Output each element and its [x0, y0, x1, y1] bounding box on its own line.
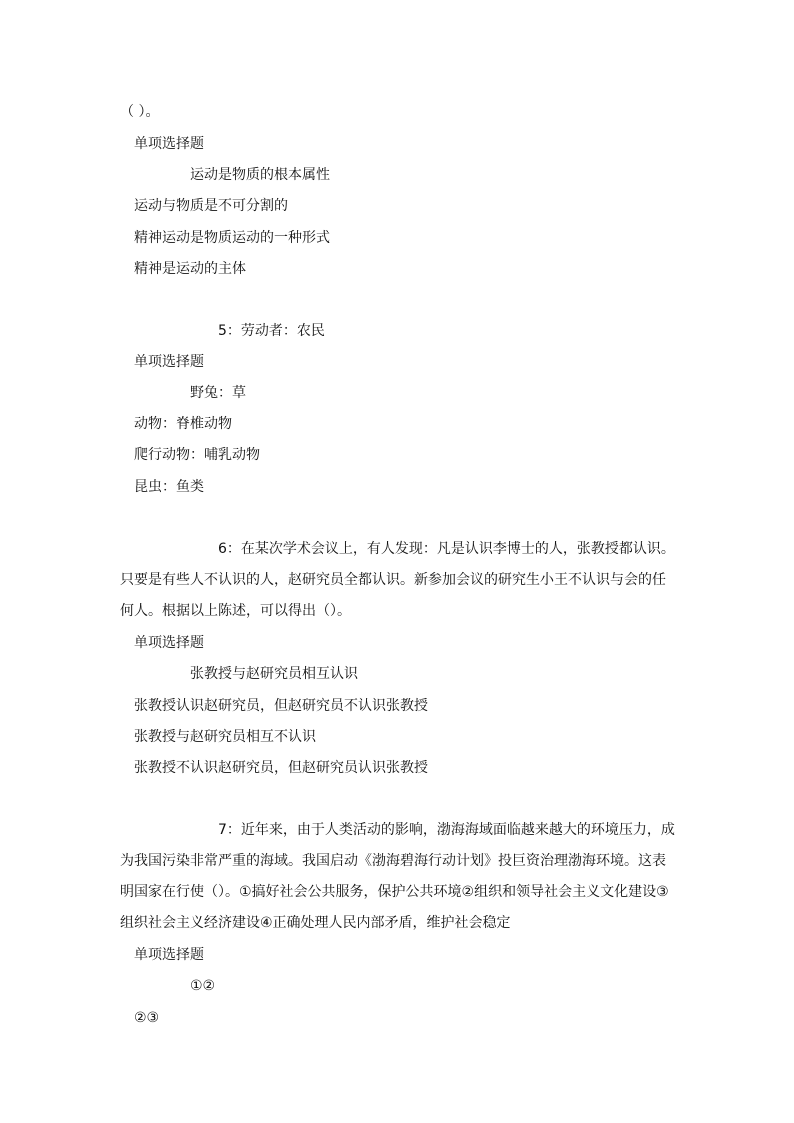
q7-type-label: 单项选择题: [134, 947, 204, 963]
q5-option-b[interactable]: 动物：脊椎动物: [134, 416, 232, 432]
q4-type-label: 单项选择题: [134, 136, 204, 152]
q7-option-a[interactable]: ①②: [190, 978, 216, 994]
q4-option-a[interactable]: 运动是物质的根本属性: [190, 167, 330, 183]
q6-stem: 6：在某次学术会议上，有人发现：凡是认识李博士的人，张教授都认识。只要是有些人不认识的人，赵研究员全都认识。新参加会议的研究生小王不认识与会的任何人。根据以上陈述，可以得出（）。: [120, 541, 675, 619]
q6-option-b[interactable]: 张教授认识赵研究员，但赵研究员不认识张教授: [134, 698, 428, 714]
q5-option-c[interactable]: 爬行动物：哺乳动物: [134, 447, 260, 463]
q5-stem: 5：劳动者：农民: [218, 323, 325, 339]
q4-stem-tail: （ ）。: [120, 104, 160, 120]
q4-option-d[interactable]: 精神是运动的主体: [134, 261, 246, 277]
q4-option-b[interactable]: 运动与物质是不可分割的: [134, 198, 288, 214]
q7-stem: 7：近年来，由于人类活动的影响，渤海海域面临越来越大的环境压力，成为我国污染非常严重的海域。我国启动《渤海碧海行动计划》投巨资治理渤海环境。这表明国家在行使（）。①搞好社会公共服务，保护公共环境②组织和领导社会主义文化建设③组织社会主义经济建设④正确处理人民内部矛盾，维护社会稳定: [120, 822, 675, 931]
q4-option-c[interactable]: 精神运动是物质运动的一种形式: [134, 230, 330, 246]
q7-option-b[interactable]: ②③: [134, 1010, 160, 1026]
q5-type-label: 单项选择题: [134, 354, 204, 370]
q6-option-c[interactable]: 张教授与赵研究员相互不认识: [134, 729, 316, 745]
q5-option-a[interactable]: 野兔：草: [190, 385, 246, 401]
q6-type-label: 单项选择题: [134, 635, 204, 651]
q5-option-d[interactable]: 昆虫：鱼类: [134, 479, 204, 495]
q6-option-d[interactable]: 张教授不认识赵研究员，但赵研究员认识张教授: [134, 760, 428, 776]
q6-option-a[interactable]: 张教授与赵研究员相互认识: [190, 666, 358, 682]
